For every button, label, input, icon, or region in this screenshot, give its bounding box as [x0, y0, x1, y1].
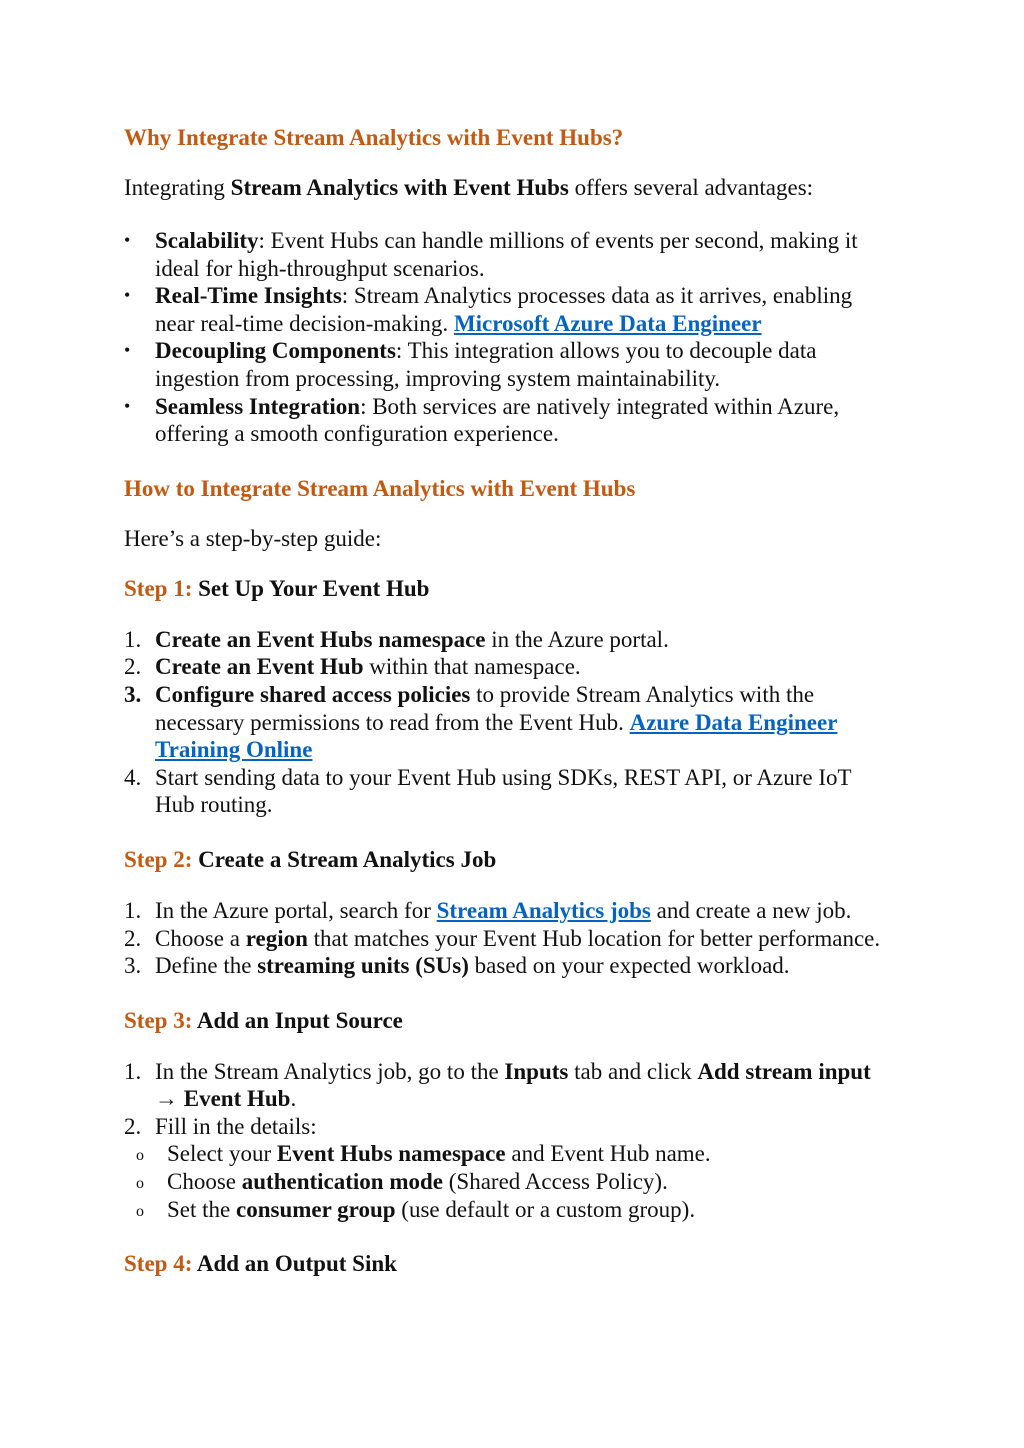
step-number: Step 1: [124, 575, 193, 601]
step-3-sublist [124, 1140, 894, 1223]
item-text: Start sending data to your Event Hub using SDKs, REST API, or Azure IoT Hub routing. [155, 764, 852, 818]
item-number: 1. [124, 897, 142, 923]
item-text-post: based on your expected workload. [468, 953, 790, 979]
intro-text-bold: Stream Analytics with Event Hubs [230, 175, 569, 200]
step-1-list [124, 626, 894, 819]
azure-data-engineer-training-link[interactable]: Azure Data Engineer Training Online [155, 709, 838, 763]
item-bold: Event Hubs namespace [276, 1141, 506, 1167]
step-title: Set Up Your Event Hub [192, 575, 430, 601]
item-text-pre: Set the [167, 1196, 236, 1222]
list-item [124, 897, 894, 925]
advantages-list [124, 227, 894, 448]
list-item [124, 1196, 894, 1224]
item-number: 1. [124, 626, 142, 652]
item-text: Fill in the details: [155, 1113, 317, 1139]
step-number: Step 3: [124, 1007, 193, 1033]
item-number: 2. [124, 925, 142, 951]
step-2-heading [124, 844, 894, 876]
item-bold: Create an Event Hub [155, 654, 364, 680]
step-4-heading [124, 1248, 894, 1280]
list-item [124, 1058, 894, 1113]
item-text-post: that matches your Event Hub location for better performance. [307, 925, 881, 951]
section-heading-why-integrate: Why Integrate Stream Analytics with Event Hubs? [124, 125, 624, 150]
item-text: in the Azure portal. [485, 626, 669, 652]
item-text-pre: In the Azure portal, search for [155, 897, 437, 923]
item-number: 3. [124, 953, 142, 979]
step-3-heading [124, 1005, 894, 1037]
section-heading-how-to-integrate: How to Integrate Stream Analytics with Event Hubs [124, 475, 636, 501]
bullet-term: Seamless Integration [155, 393, 361, 419]
item-text-post: . [290, 1086, 297, 1112]
step-title: Add an Input Source [192, 1007, 403, 1033]
item-bold: Configure shared access policies [155, 681, 471, 707]
item-bold: Inputs [504, 1058, 569, 1084]
item-text-pre: In the Stream Analytics job, go to the [155, 1058, 505, 1084]
item-text-post: and create a new job. [650, 897, 852, 923]
step-title: Add an Output Sink [192, 1251, 397, 1277]
item-bold: authentication mode [241, 1169, 443, 1195]
list-item [124, 764, 894, 819]
item-text-pre: Select your [167, 1141, 277, 1167]
step-title: Create a Stream Analytics Job [192, 846, 497, 872]
list-item [124, 653, 894, 681]
item-number: 1. [124, 1058, 142, 1084]
item-number: 2. [124, 654, 142, 680]
list-item [124, 681, 894, 764]
intro-paragraph [124, 174, 894, 202]
step-number: Step 2: [124, 846, 193, 872]
bullet-term: Decoupling Components [155, 338, 396, 364]
list-item [124, 393, 894, 448]
item-text-mid: tab and click [568, 1058, 698, 1084]
list-item [124, 227, 894, 282]
item-text: to provide Stream Analytics with the necessary permissions to read from the Event Hub. [155, 681, 815, 735]
item-text-post: and Event Hub name. [505, 1141, 711, 1167]
item-bold: Add stream input → Event Hub [155, 1058, 871, 1112]
list-item [124, 626, 894, 654]
list-item [124, 925, 894, 953]
list-item [124, 952, 894, 980]
item-bold: Create an Event Hubs namespace [155, 626, 486, 652]
intro-text-pre: Integrating [124, 175, 231, 200]
item-text-post: (Shared Access Policy). [443, 1169, 668, 1195]
bullet-text: : Both services are natively integrated within Azure, offering a smooth configuration experience. [155, 393, 840, 447]
intro-text-post: offers several advantages: [568, 175, 814, 200]
list-item [124, 1113, 894, 1141]
list-item [124, 1140, 894, 1168]
item-text: within that namespace. [363, 654, 581, 680]
item-text-post: (use default or a custom group). [395, 1196, 696, 1222]
bullet-term: Real-Time Insights [155, 283, 342, 309]
item-text-pre: Choose a [155, 925, 246, 951]
item-bold: streaming units (SUs) [257, 953, 469, 979]
bullet-text: : This integration allows you to decouple data ingestion from processing, improving system maintainability. [155, 338, 817, 391]
step-1-heading [124, 573, 894, 605]
list-item [124, 1168, 894, 1196]
step-2-list [124, 897, 894, 980]
stream-analytics-jobs-link[interactable]: Stream Analytics jobs [436, 897, 651, 923]
item-text-pre: Define the [155, 953, 258, 979]
list-item [124, 337, 894, 392]
bullet-text: : Stream Analytics processes data as it arrives, enabling near real-time decision-making. [155, 283, 853, 336]
item-number: 3. [124, 681, 142, 707]
step-number: Step 4: [124, 1251, 193, 1277]
guide-intro: Here’s a step-by-step guide: [124, 525, 382, 551]
item-bold: consumer group [236, 1196, 396, 1222]
step-3-list [124, 1058, 894, 1141]
item-number: 2. [124, 1113, 142, 1139]
bullet-term: Scalability [155, 228, 259, 253]
microsoft-azure-data-engineer-link[interactable]: Microsoft Azure Data Engineer [453, 310, 762, 336]
bullet-text: : Event Hubs can handle millions of events per second, making it ideal for high-throughput scenarios. [155, 228, 858, 281]
item-text-pre: Choose [167, 1169, 242, 1195]
item-bold: region [245, 925, 308, 951]
item-number: 4. [124, 764, 142, 790]
list-item [124, 282, 894, 337]
